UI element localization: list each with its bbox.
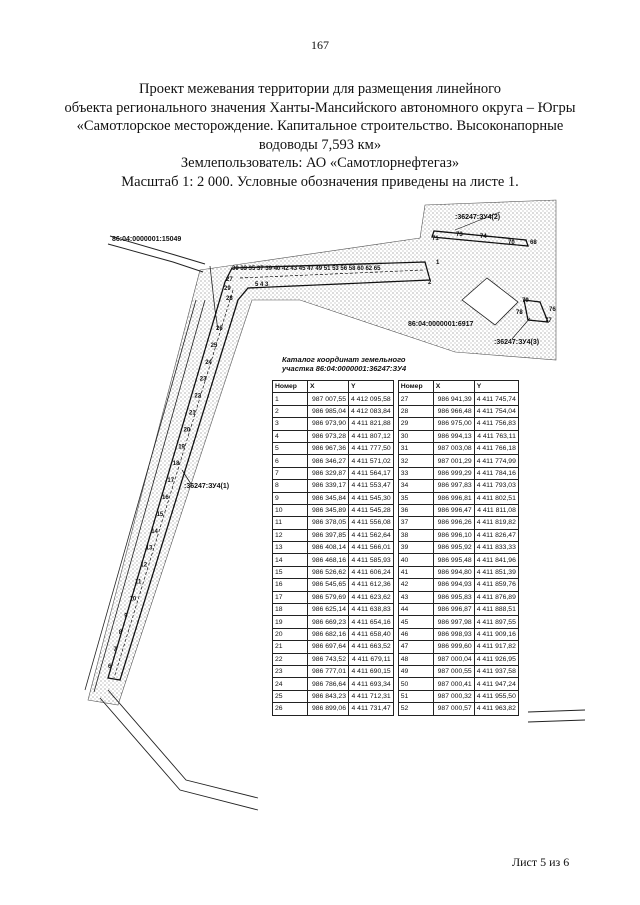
x-coordinate-cell: 986 994,93 [433, 579, 474, 591]
point-label: 77 [545, 318, 552, 324]
y-coordinate-cell: 4 411 731,47 [349, 703, 394, 715]
point-number-cell: 11 [273, 517, 308, 529]
x-coordinate-cell: 986 996,26 [433, 517, 474, 529]
table-row [273, 529, 519, 541]
y-coordinate-cell: 4 411 606,24 [349, 566, 394, 578]
y-coordinate-cell: 4 411 859,76 [474, 579, 518, 591]
point-number-cell: 8 [273, 480, 308, 492]
point-number-cell: 9 [273, 492, 308, 504]
y-coordinate-cell: 4 411 937,58 [474, 665, 518, 677]
point-label: 19 [178, 444, 185, 451]
point-number-cell: 47 [398, 641, 433, 653]
point-number-cell: 43 [398, 591, 433, 603]
x-coordinate-cell: 986 998,93 [433, 628, 474, 640]
point-number-cell: 17 [273, 591, 308, 603]
y-coordinate-cell: 4 411 553,47 [349, 480, 394, 492]
point-number-cell: 50 [398, 678, 433, 690]
point-number-cell: 26 [273, 703, 308, 715]
table-row [273, 628, 519, 640]
left-point-labels [108, 326, 223, 670]
x-coordinate-cell: 986 941,39 [433, 393, 474, 405]
y-coordinate-cell: 4 411 612,36 [349, 579, 394, 591]
parcel-label-6917: 86:04:0000001:6917 [408, 321, 474, 328]
y-coordinate-cell: 4 411 585,93 [349, 554, 394, 566]
table-row [273, 690, 519, 702]
y-coordinate-cell: 4 411 638,83 [349, 604, 394, 616]
title-line: «Самотлорское месторождение. Капитальное строительство. Высоконапорные [76, 118, 564, 134]
x-coordinate-cell: 986 786,64 [308, 678, 349, 690]
road-line [108, 690, 258, 798]
y-coordinate-cell: 4 411 851,39 [474, 566, 518, 578]
point-number-cell: 31 [398, 442, 433, 454]
column-header: Y [474, 381, 518, 393]
table-row [273, 405, 519, 417]
y-coordinate-cell: 4 411 745,74 [474, 393, 518, 405]
column-header: Номер [398, 381, 433, 393]
point-label: 14 [151, 528, 158, 535]
y-coordinate-cell: 4 411 784,16 [474, 467, 518, 479]
table-row [273, 480, 519, 492]
table-row [273, 579, 519, 591]
y-coordinate-cell: 4 411 774,99 [474, 455, 518, 467]
x-coordinate-cell: 986 996,10 [433, 529, 474, 541]
y-coordinate-cell: 4 411 545,28 [349, 504, 394, 516]
point-number-cell: 3 [273, 418, 308, 430]
point-label: 22 [194, 393, 202, 400]
x-coordinate-cell: 986 697,64 [308, 641, 349, 653]
point-number-cell: 27 [398, 393, 433, 405]
point-number-cell: 20 [273, 628, 308, 640]
point-label: 9 [124, 613, 128, 620]
table-body [273, 393, 519, 715]
point-label: 79 [522, 298, 529, 304]
point-number-cell: 40 [398, 554, 433, 566]
y-coordinate-cell: 4 411 566,01 [349, 542, 394, 554]
table-row [273, 591, 519, 603]
point-number-cell: 52 [398, 703, 433, 715]
road-line [108, 244, 203, 272]
y-coordinate-cell: 4 411 756,83 [474, 418, 518, 430]
y-coordinate-cell: 4 411 821,88 [349, 418, 394, 430]
y-coordinate-cell: 4 411 545,30 [349, 492, 394, 504]
point-number-cell: 28 [398, 405, 433, 417]
column-header: Y [349, 381, 394, 393]
point-label: 78 [516, 310, 523, 316]
y-coordinate-cell: 4 411 876,89 [474, 591, 518, 603]
x-coordinate-cell: 986 997,98 [433, 616, 474, 628]
x-coordinate-cell: 986 378,05 [308, 517, 349, 529]
point-label: 17 [167, 478, 175, 485]
catalog-title-line: участка 86:04:0000001:36247:ЗУ4 [282, 364, 407, 373]
point-label: 74 [480, 234, 487, 240]
y-coordinate-cell: 4 411 841,96 [474, 554, 518, 566]
y-coordinate-cell: 4 412 083,84 [349, 405, 394, 417]
title-line: Проект межевания территории для размещения линейного [139, 81, 501, 97]
y-coordinate-cell: 4 411 811,08 [474, 504, 518, 516]
y-coordinate-cell: 4 411 712,31 [349, 690, 394, 702]
point-label: 7 [113, 647, 117, 654]
point-number-cell: 23 [273, 665, 308, 677]
x-coordinate-cell: 986 985,04 [308, 405, 349, 417]
point-label: 16 [162, 495, 169, 501]
x-coordinate-cell: 986 345,84 [308, 492, 349, 504]
y-coordinate-cell: 4 411 819,82 [474, 517, 518, 529]
y-coordinate-cell: 4 411 754,04 [474, 405, 518, 417]
y-coordinate-cell: 4 411 955,50 [474, 690, 518, 702]
point-label: 68 [530, 240, 537, 246]
point-label: 13 [145, 545, 153, 552]
x-coordinate-cell: 986 545,65 [308, 579, 349, 591]
table-row [273, 678, 519, 690]
point-number-cell: 10 [273, 504, 308, 516]
point-number-cell: 37 [398, 517, 433, 529]
point-label: 6 [108, 664, 112, 670]
point-number-cell: 33 [398, 467, 433, 479]
table-row [273, 455, 519, 467]
y-coordinate-cell: 4 411 658,40 [349, 628, 394, 640]
road-line [528, 710, 585, 712]
table-row [273, 467, 519, 479]
x-coordinate-cell: 986 682,16 [308, 628, 349, 640]
table-row [273, 418, 519, 430]
point-number-cell: 13 [273, 542, 308, 554]
x-coordinate-cell: 987 000,32 [433, 690, 474, 702]
x-coordinate-cell: 986 843,23 [308, 690, 349, 702]
x-coordinate-cell: 987 000,04 [433, 653, 474, 665]
table-row [273, 616, 519, 628]
point-number-cell: 51 [398, 690, 433, 702]
point-number-cell: 7 [273, 467, 308, 479]
point-number-cell: 21 [273, 641, 308, 653]
x-coordinate-cell: 986 346,27 [308, 455, 349, 467]
x-coordinate-cell: 986 997,83 [433, 480, 474, 492]
table-row [273, 604, 519, 616]
point-label: 23 [199, 376, 207, 383]
x-coordinate-cell: 986 975,00 [433, 418, 474, 430]
column-header: X [308, 381, 349, 393]
point-number-cell: 45 [398, 616, 433, 628]
x-coordinate-cell: 987 003,08 [433, 442, 474, 454]
x-coordinate-cell: 986 669,23 [308, 616, 349, 628]
x-coordinate-cell: 986 899,06 [308, 703, 349, 715]
point-number-cell: 4 [273, 430, 308, 442]
table-row [273, 703, 519, 715]
x-coordinate-cell: 986 973,28 [308, 430, 349, 442]
y-coordinate-cell: 4 411 623,62 [349, 591, 394, 603]
x-coordinate-cell: 986 999,60 [433, 641, 474, 653]
point-label: 25 [210, 342, 218, 349]
x-coordinate-cell: 986 966,48 [433, 405, 474, 417]
y-coordinate-cell: 4 411 564,17 [349, 467, 394, 479]
y-coordinate-cell: 4 411 690,15 [349, 665, 394, 677]
point-number-cell: 41 [398, 566, 433, 578]
point-number-cell: 18 [273, 604, 308, 616]
y-coordinate-cell: 4 411 926,95 [474, 653, 518, 665]
y-coordinate-cell: 4 411 888,51 [474, 604, 518, 616]
parcel-label-zu4-1: :36247:ЗУ4(1) [184, 483, 230, 490]
point-number-cell: 15 [273, 566, 308, 578]
point-number-cell: 1 [273, 393, 308, 405]
title-line: объекта регионального значения Ханты-Мансийского автономного округа – Югры [64, 99, 576, 116]
x-coordinate-cell: 986 625,14 [308, 604, 349, 616]
x-coordinate-cell: 987 000,55 [433, 665, 474, 677]
title-line: Масштаб 1: 2 000. Условные обозначения приведены на листе 1. [121, 173, 519, 190]
point-label-row: 30 33 35 37 39 40 42 43 45 47 49 51 53 56 58 60 62 65 [232, 266, 381, 272]
table-row [273, 653, 519, 665]
y-coordinate-cell: 4 411 679,11 [349, 653, 394, 665]
x-coordinate-cell: 986 468,16 [308, 554, 349, 566]
table-row [273, 442, 519, 454]
x-coordinate-cell: 986 973,90 [308, 418, 349, 430]
y-coordinate-cell: 4 411 693,34 [349, 678, 394, 690]
x-coordinate-cell: 986 329,87 [308, 467, 349, 479]
point-number-cell: 46 [398, 628, 433, 640]
x-coordinate-cell: 986 526,62 [308, 566, 349, 578]
x-coordinate-cell: 986 743,52 [308, 653, 349, 665]
point-label: 18 [172, 461, 180, 468]
parcel-label-zu4-2: :36247:ЗУ4(2) [455, 214, 501, 221]
point-label: 12 [140, 562, 148, 569]
point-number-cell: 19 [273, 616, 308, 628]
point-label: 2 [428, 280, 432, 286]
table-row [273, 492, 519, 504]
point-number-cell: 35 [398, 492, 433, 504]
point-label: 28 [226, 296, 233, 302]
point-number-cell: 2 [273, 405, 308, 417]
page-number: 167 [311, 38, 329, 52]
x-coordinate-cell: 986 995,83 [433, 591, 474, 603]
coordinate-catalog-table [272, 380, 519, 716]
point-number-cell: 22 [273, 653, 308, 665]
table-header-row [273, 381, 519, 393]
point-number-cell: 16 [273, 579, 308, 591]
y-coordinate-cell: 4 412 095,58 [349, 393, 394, 405]
table-row [273, 517, 519, 529]
table-row [273, 504, 519, 516]
y-coordinate-cell: 4 411 777,50 [349, 442, 394, 454]
x-coordinate-cell: 986 967,36 [308, 442, 349, 454]
x-coordinate-cell: 986 345,89 [308, 504, 349, 516]
y-coordinate-cell: 4 411 897,55 [474, 616, 518, 628]
point-label: 1 [436, 260, 440, 266]
point-number-cell: 32 [398, 455, 433, 467]
column-header: X [433, 381, 474, 393]
point-number-cell: 5 [273, 442, 308, 454]
point-number-cell: 38 [398, 529, 433, 541]
x-coordinate-cell: 986 339,17 [308, 480, 349, 492]
y-coordinate-cell: 4 411 654,16 [349, 616, 394, 628]
road-line [94, 300, 205, 692]
point-number-cell: 25 [273, 690, 308, 702]
x-coordinate-cell: 986 996,87 [433, 604, 474, 616]
road-line [100, 698, 258, 810]
x-coordinate-cell: 987 000,57 [433, 703, 474, 715]
table-row [273, 665, 519, 677]
x-coordinate-cell: 987 000,41 [433, 678, 474, 690]
y-coordinate-cell: 4 411 947,24 [474, 678, 518, 690]
y-coordinate-cell: 4 411 826,47 [474, 529, 518, 541]
point-number-cell: 42 [398, 579, 433, 591]
x-coordinate-cell: 986 777,01 [308, 665, 349, 677]
x-coordinate-cell: 987 001,29 [433, 455, 474, 467]
y-coordinate-cell: 4 411 556,08 [349, 517, 394, 529]
point-label: 76 [549, 307, 556, 313]
parcel-label-15049: 86:04:0000001:15049 [112, 236, 182, 243]
point-label: 20 [183, 427, 191, 434]
point-label: 29 [224, 286, 231, 292]
point-number-cell: 29 [398, 418, 433, 430]
point-number-cell: 12 [273, 529, 308, 541]
point-number-cell: 48 [398, 653, 433, 665]
point-label: 15 [156, 511, 164, 518]
point-label: 21 [189, 410, 196, 417]
x-coordinate-cell: 986 995,92 [433, 542, 474, 554]
point-label: 8 [118, 630, 123, 637]
point-number-cell: 6 [273, 455, 308, 467]
table-row [273, 542, 519, 554]
x-coordinate-cell: 986 995,48 [433, 554, 474, 566]
road-line [528, 720, 585, 722]
point-number-cell: 24 [273, 678, 308, 690]
title-line: водоводы 7,593 км» [258, 136, 382, 153]
y-coordinate-cell: 4 411 562,64 [349, 529, 394, 541]
point-label: 70 [508, 240, 515, 246]
point-label: 10 [129, 596, 137, 603]
sheet-label: Лист 5 из 6 [512, 855, 570, 869]
catalog-title-line: Каталог координат земельного [282, 355, 406, 364]
x-coordinate-cell: 986 994,13 [433, 430, 474, 442]
point-label: 71 [432, 236, 439, 242]
point-number-cell: 36 [398, 504, 433, 516]
catalog-title [282, 355, 406, 373]
point-number-cell: 14 [273, 554, 308, 566]
y-coordinate-cell: 4 411 571,02 [349, 455, 394, 467]
y-coordinate-cell: 4 411 663,52 [349, 641, 394, 653]
point-label-row: 5 4 3 [255, 282, 269, 288]
point-number-cell: 44 [398, 604, 433, 616]
x-coordinate-cell: 986 579,69 [308, 591, 349, 603]
parcel-label-zu4-3: :36247:ЗУ4(3) [494, 339, 540, 346]
y-coordinate-cell: 4 411 917,82 [474, 641, 518, 653]
point-label: 24 [205, 359, 212, 366]
table-row [273, 641, 519, 653]
y-coordinate-cell: 4 411 807,12 [349, 430, 394, 442]
y-coordinate-cell: 4 411 766,18 [474, 442, 518, 454]
x-coordinate-cell: 986 996,81 [433, 492, 474, 504]
point-number-cell: 39 [398, 542, 433, 554]
point-label: 73 [456, 232, 463, 238]
y-coordinate-cell: 4 411 802,51 [474, 492, 518, 504]
x-coordinate-cell: 986 994,80 [433, 566, 474, 578]
table-row [273, 566, 519, 578]
y-coordinate-cell: 4 411 909,16 [474, 628, 518, 640]
title-line: Землепользователь: АО «Самотлорнефтегаз» [180, 155, 460, 171]
x-coordinate-cell: 986 397,85 [308, 529, 349, 541]
point-number-cell: 30 [398, 430, 433, 442]
point-number-cell: 34 [398, 480, 433, 492]
point-label: 11 [135, 579, 142, 586]
point-label: 27 [226, 277, 233, 283]
x-coordinate-cell: 986 996,47 [433, 504, 474, 516]
y-coordinate-cell: 4 411 763,11 [474, 430, 518, 442]
x-coordinate-cell: 987 007,55 [308, 393, 349, 405]
y-coordinate-cell: 4 411 833,33 [474, 542, 518, 554]
column-header: Номер [273, 381, 308, 393]
table-row [273, 430, 519, 442]
x-coordinate-cell: 986 999,29 [433, 467, 474, 479]
point-label: 26 [216, 326, 223, 332]
y-coordinate-cell: 4 411 963,82 [474, 703, 518, 715]
y-coordinate-cell: 4 411 793,03 [474, 480, 518, 492]
table-row [273, 393, 519, 405]
table-row [273, 554, 519, 566]
x-coordinate-cell: 986 408,14 [308, 542, 349, 554]
point-number-cell: 49 [398, 665, 433, 677]
